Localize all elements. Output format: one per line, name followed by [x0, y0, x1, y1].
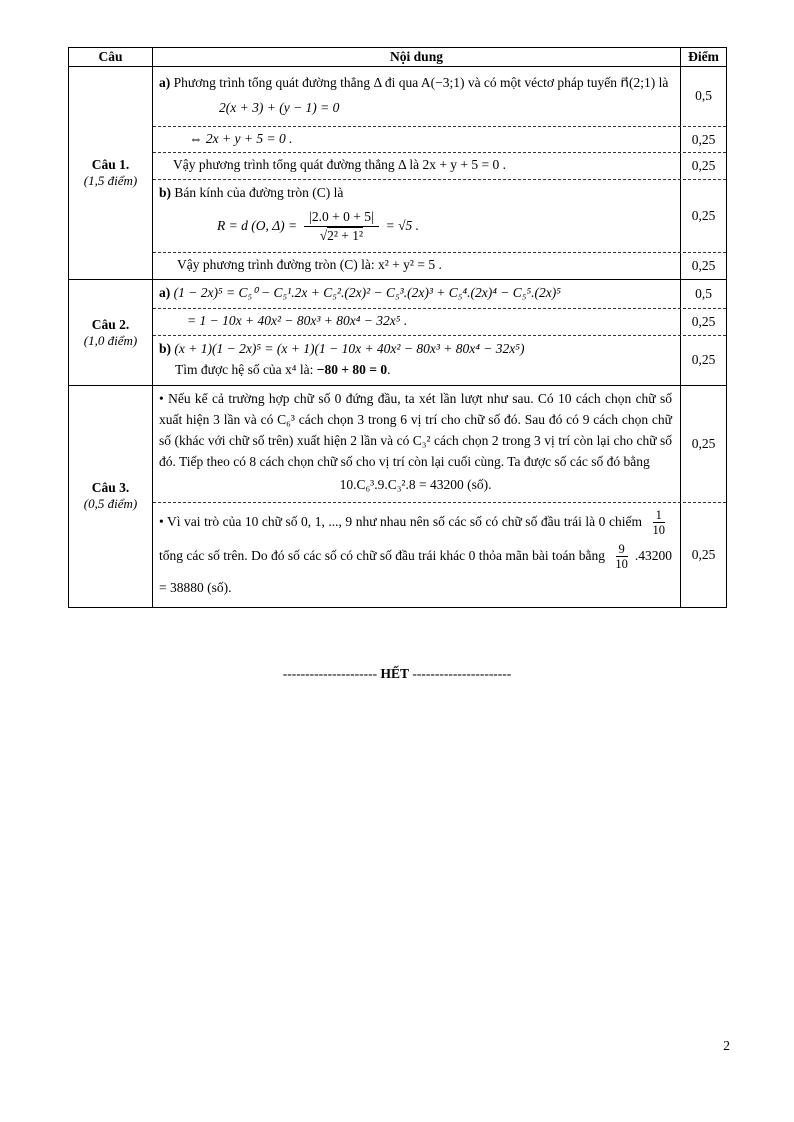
- formula-rhs: = √5 .: [385, 218, 420, 234]
- answer-text: Bán kính của đường tròn (C) là: [174, 185, 344, 201]
- answer-text: .43200 = 38880 (số).: [159, 547, 673, 596]
- question-label: Câu 2.: [91, 316, 130, 332]
- question-points: (0,5 điểm): [83, 496, 138, 512]
- formula: 10.C₆³.9.C₃².8 = 43200 (số).: [339, 476, 492, 492]
- question-group-2: [69, 280, 726, 386]
- content-cell: [153, 67, 680, 126]
- formula: [217, 208, 672, 244]
- answer-text: • Nếu kể cả trường hợp chữ số 0 đứng đầu, ta xét lần lượt như sau. Có 10 cách chọn chữ số xuất hiện 3 lần và có C₆³ cách chọn 3 trong 6 vị trí cho chữ số đó. Sau đó có 9 cách chọn chữ số (khác với chữ số trên) xuất hiện 2 lần và có C₃² cách chọn 2 trong 3 vị trí còn lại cho chữ số đó. Tiếp theo có 8 cách chọn chữ số cho vị trí còn lại cuối cùng. Ta được số các số đó bằng: [159, 390, 672, 469]
- score-cell: 0,25: [680, 127, 726, 153]
- question-label: Câu 1.: [91, 157, 130, 173]
- inline-fraction: [612, 542, 631, 572]
- end-dashes-left: ---------------------: [282, 666, 378, 681]
- question-cell-1: [69, 67, 153, 279]
- answer-table: [68, 47, 727, 608]
- content-cell: [153, 280, 680, 308]
- question-rows-3: [153, 386, 726, 607]
- answer-text: • Vì vai trò của 10 chữ số 0, 1, ..., 9 như nhau nên số các số có chữ số đầu trái là 0 chiếm: [159, 513, 642, 529]
- question-points: (1,5 điểm): [83, 173, 138, 189]
- answer-text: Phương trình tổng quát đường thẳng Δ đi qua A(−3;1) và có một véctơ pháp tuyến n⃗(2;1) là: [173, 75, 669, 90]
- content-cell: [153, 180, 680, 252]
- question-rows-2: [153, 280, 726, 385]
- fraction-numerator: |2.0 + 0 + 5|: [304, 208, 379, 227]
- radical-sign: √: [319, 227, 328, 243]
- question-cell-3: [69, 386, 153, 607]
- formula-lhs: R = d (O, Δ) =: [217, 218, 298, 234]
- question-cell-2: [69, 280, 153, 385]
- content-cell: [153, 127, 680, 153]
- score-cell: 0,5: [680, 280, 726, 308]
- content-cell: [153, 153, 680, 179]
- answer-subrow: [153, 153, 726, 180]
- answer-text: Vậy phương trình tổng quát đường thẳng Δ là 2x + y + 5 = 0 .: [173, 157, 507, 173]
- paragraph: [159, 339, 672, 360]
- fraction-denominator: [317, 227, 366, 245]
- answer-subrow: [153, 253, 726, 279]
- page-number: 2: [723, 1038, 730, 1053]
- score-cell: 0,25: [680, 386, 726, 502]
- content-cell: [153, 386, 680, 502]
- end-line: [0, 666, 794, 682]
- paragraph: [159, 70, 672, 96]
- header-cau: Câu: [69, 48, 153, 66]
- header-noidung: Nội dung: [390, 49, 443, 64]
- end-label: HẾT: [380, 666, 410, 681]
- question-group-1: [69, 67, 726, 280]
- content-cell: [153, 253, 680, 279]
- content-cell: [153, 309, 680, 335]
- fraction-denominator: 10: [615, 556, 628, 571]
- coef-result: −80 + 80 = 0: [316, 361, 388, 377]
- formula: ⇔ 2x + y + 5 = 0 .: [189, 130, 293, 146]
- inline-fraction: [650, 508, 669, 538]
- paragraph: [159, 283, 672, 304]
- answer-subrow: [153, 280, 726, 309]
- fraction-numerator: 9: [616, 542, 628, 557]
- score-cell: 0,25: [680, 336, 726, 385]
- question-label: Câu 3.: [91, 480, 130, 496]
- formula: = 1 − 10x + 40x² − 80x³ + 80x⁴ − 32x⁵ .: [187, 313, 408, 329]
- coef-dot: .: [387, 361, 391, 377]
- fraction: [304, 208, 379, 244]
- score-cell: 0,25: [680, 153, 726, 179]
- header-diem: Điểm: [680, 48, 726, 66]
- answer-text: [175, 360, 672, 381]
- answer-subrow: [153, 336, 726, 385]
- answer-subrow: [153, 309, 726, 336]
- radicand: 2² + 1²: [327, 227, 364, 243]
- formula: (1 − 2x)⁵ = C₅⁰ − C₅¹.2x + C₅².(2x)² − C₅³.(2x)³ + C₅⁴.(2x)⁴ − C₅⁵.(2x)⁵: [173, 285, 561, 301]
- item-marker: b): [159, 341, 172, 357]
- score-cell: 0,25: [680, 253, 726, 279]
- question-rows-1: [153, 67, 726, 279]
- answer-subrow: [153, 67, 726, 127]
- answer-subrow: [153, 503, 726, 607]
- coef-text: Tìm được hệ số của x⁴ là:: [175, 361, 314, 377]
- fraction-numerator: 1: [653, 508, 665, 523]
- item-marker: a): [159, 75, 171, 90]
- item-marker: a): [159, 285, 171, 301]
- paragraph: [159, 183, 672, 204]
- end-dashes-right: ----------------------: [412, 666, 512, 681]
- fraction-denominator: 10: [652, 523, 665, 538]
- table-header-row: [69, 48, 726, 67]
- score-cell: 0,25: [680, 503, 726, 607]
- answer-subrow: [153, 180, 726, 253]
- answer-subrow: [153, 127, 726, 154]
- score-cell: 0,25: [680, 180, 726, 252]
- formula: 2(x + 3) + (y − 1) = 0: [219, 100, 340, 116]
- formula: (x + 1)(1 − 2x)⁵ = (x + 1)(1 − 10x + 40x² − 80x³ + 80x⁴ − 32x⁵): [174, 341, 525, 357]
- score-cell: 0,25: [680, 309, 726, 335]
- answer-text: tổng các số trên. Do đó số các số có chữ số đầu trái khác 0 thỏa mãn bài toán bằng: [159, 547, 605, 563]
- answer-text: Vậy phương trình đường tròn (C) là: x² + y² = 5 .: [177, 257, 442, 273]
- content-cell: [153, 336, 680, 385]
- item-marker: b): [159, 185, 172, 201]
- paragraph: [159, 506, 672, 603]
- answer-subrow: [153, 386, 726, 503]
- question-group-3: [69, 386, 726, 607]
- content-cell: [153, 503, 680, 607]
- score-cell: 0,5: [680, 67, 726, 126]
- question-points: (1,0 điểm): [83, 332, 138, 348]
